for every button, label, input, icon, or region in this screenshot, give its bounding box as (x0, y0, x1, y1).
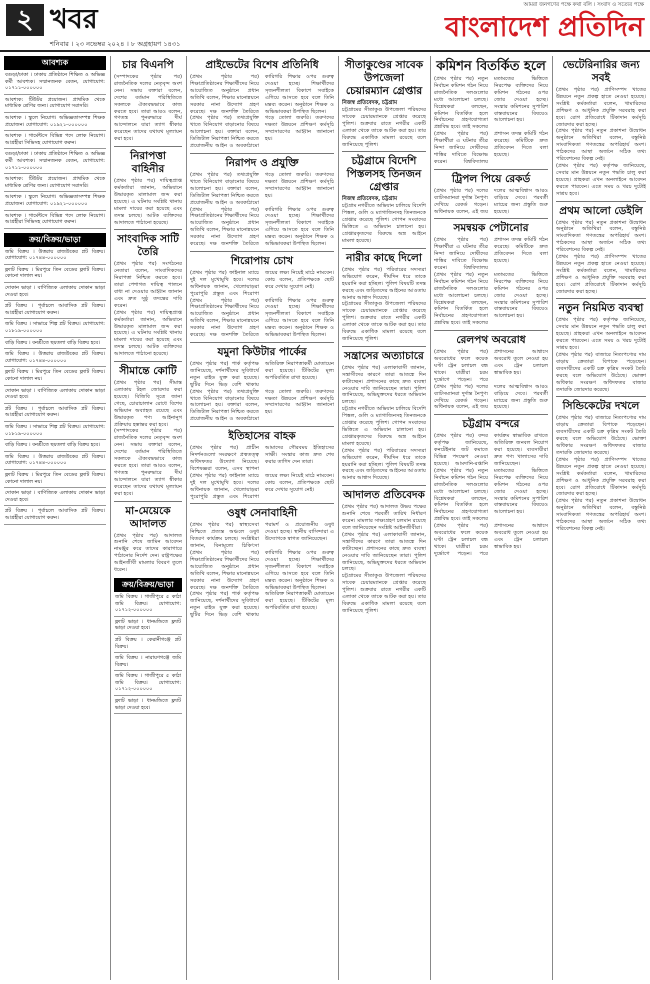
divider (114, 501, 182, 502)
headline: নতুন নিয়মিত ব্যবস্থা (558, 302, 644, 315)
article-body: (প্রথম পৃষ্ঠার পর) প্রাণিসম্পদ খাতের উন্নয়নে নতুন প্রকল্প হাতে নেওয়া হয়েছে। সংশ্লিষ্ট কর্মকর্তারা বলেন, খামারিদের প্রশিক্ষণ ও আধুনিক প্রযুক্তি সরবরাহ করা হবে। রোগ প্রতিরোধে টিকাদান কর্মসূচি জোরদার করা হচ্ছে। (556, 456, 646, 498)
article-body: চট্টগ্রাম নগরীতে অভিযান চালিয়ে বিদেশি পিস্তল, গুলি ও ম্যাগাজিনসহ তিনজনকে গ্রেপ্তার করেছে পুলিশ। গোপন সংবাদের ভিত্তিতে এ অভিযান চালানো হয়। গ্রেপ্তারকৃতদের বিরুদ্ধে অস্ত্র আইনে মামলা হয়েছে। (342, 406, 426, 447)
article-body: (প্রথম পৃষ্ঠার পর) পরিবারের সদস্যরা অভিযোগ করেন, দীর্ঘদিন ধরে তাকে হয়রানি করা হচ্ছিল। পুলিশ বিষয়টি তদন্ত করছে এবং জড়িতদের আইনের আওতায় আনার আশ্বাস দিয়েছে। (342, 447, 426, 482)
news-column-3 (190, 56, 334, 980)
article-body: (প্রথম পৃষ্ঠার পর) নতুন নির্বাচন কমিশন গঠন নিয়ে রাজনৈতিক দলগুলোর মধ্যে আলোচনা চলছে। বিশ্লেষকরা বলছেন, কমিশন বিতর্কিত হলে নির্বাচনের গ্রহণযোগ্যতা প্রশ্নবিদ্ধ হবে। তাই সকলের মতামতের ভিত্তিতে নিরপেক্ষ ব্যক্তিদের নিয়ে কমিশন গঠনের ওপর জোর দেওয়া হচ্ছে। সংস্কার কমিশনের সুপারিশ বাস্তবায়নের বিষয়েও আলোচনা হয়। (434, 76, 548, 131)
headline: প্রথম আলো ডেইলি (559, 204, 643, 217)
article-body: (প্রথম পৃষ্ঠার পর) দলের ব্যাটসম্যানরা দুর্দান্ত নৈপুণ্য দেখিয়ে রেকর্ড গড়েন। অধিনায়ক বলেন, এই জয় দলের আত্মবিশ্বাস আরও বাড়িয়ে দেবে। পরবর্তী ম্যাচের জন্য প্রস্তুতি শুরু হয়েছে। (434, 383, 548, 411)
article-body: (প্রথম পৃষ্ঠার পর) তথ্যপ্রযুক্তি খাতে বিনিয়োগ বাড়ানোর বিষয়ে আলোচনা হয়। বক্তারা বলেন, ডিজিটাল নিরাপত্তা নিশ্চিত করতে প্রয়োজনীয় আইন ও অবকাঠামো গড়ে তোলা জরুরি। তরুণদের দক্ষতা উন্নয়নে প্রশিক্ষণ কর্মসূচি সম্প্রসারণের আহ্বান জানানো হয়। (190, 171, 334, 206)
article-body: (প্রথম পৃষ্ঠার পর) এলাকাবাসী জানান, সন্ত্রাসীদের কারণে তারা আতঙ্কে দিন কাটাচ্ছেন। প্রশাসনের কাছে দ্রুত ব্যবস্থা নেওয়ার দাবি জানিয়েছেন তারা। পুলিশ জানিয়েছে, অভিযুক্তদের ধরতে অভিযান চলছে। (342, 531, 426, 573)
classified-ad: জমি বিক্রয় । গাজীপুরে ৫ কাঠা জমি বিক্রয়। যোগাযোগ: ০১৭১২-০০০০০০ (114, 671, 182, 696)
article-body: (প্রথম পৃষ্ঠার পর) কর্তৃপক্ষ জানিয়েছে, সেবার মান উন্নয়নে নতুন পদ্ধতি চালু করা হয়েছে। গ্রাহকরা এখন অনলাইনে আবেদন করতে পারবেন। এতে সময় ও খরচ দুটোই সাশ্রয় হবে। (556, 317, 646, 352)
article-body: (প্রথম পৃষ্ঠার পর) পার্ক কর্তৃপক্ষ জানিয়েছে, দর্শনার্থীদের সুবিধার্থে নতুন রাইড যুক্ত করা হয়েছে। ছুটির দিনে ভিড় বেশি থাকায় অতিরিক্ত নিরাপত্তাকর্মী মোতায়েন করা হয়েছে। টিকিটের মূল্য অপরিবর্তিত রাখা হয়েছে। (190, 361, 334, 388)
byline: নিজস্ব প্রতিবেদক, চট্টগ্রাম (342, 100, 397, 106)
article-body: চট্টগ্রামের সীতাকুণ্ড উপজেলা পরিষদের সাবেক চেয়ারম্যানকে গ্রেপ্তার করেছে পুলিশ। শুক্রবার রাতে নগরীর একটি এলাকা থেকে তাকে আটক করা হয়। তার বিরুদ্ধে একাধিক মামলা রয়েছে বলে জানিয়েছে পুলিশ। (342, 573, 426, 614)
article-body: চট্টগ্রাম নগরীতে অভিযান চালিয়ে বিদেশি পিস্তল, গুলি ও ম্যাগাজিনসহ তিনজনকে গ্রেপ্তার করেছে পুলিশ। গোপন সংবাদের ভিত্তিতে এ অভিযান চালানো হয়। গ্রেপ্তারকৃতদের বিরুদ্ধে অস্ত্র আইনে মামলা হয়েছে। (342, 203, 426, 244)
article-body: (প্রথম পৃষ্ঠার পর) অবরোধের ফলে কয়েক ঘণ্টা ট্রেন চলাচল বন্ধ থাকে। যাত্রীরা চরম দুর্ভোগে পড়েন। পরে প্রশাসনের আশ্বাসে অবরোধ তুলে নেওয়া হয় এবং ট্রেন চলাচল স্বাভাবিক হয়। (434, 523, 548, 557)
article-body: (প্রথম পৃষ্ঠার পর) শিক্ষাপ্রতিষ্ঠানের শিক্ষার্থীদের নিয়ে আয়োজিত অনুষ্ঠানে প্রধান অতিথি বলেন, শিক্ষার মানোন্নয়নে সরকার নানা উদ্যোগ গ্রহণ করেছে। দক্ষ জনশক্তি তৈরিতে কারিগরি শিক্ষার ওপর গুরুত্ব দেওয়া হচ্ছে। শিক্ষার্থীদের সৃজনশীলতা বিকাশে সবাইকে এগিয়ে আসতে হবে বলে তিনি মন্তব্য করেন। অনুষ্ঠানে শিক্ষক ও অভিভাবকরা উপস্থিত ছিলেন। (190, 206, 334, 248)
classified-heading: ক্রয়/বিক্রয়/ভাড়া (114, 578, 182, 592)
headline: শিরোপায় চোখ (230, 254, 294, 267)
article-body: (প্রথম পৃষ্ঠার পর) তথ্যপ্রযুক্তি খাতে বিনিয়োগ বাড়ানোর বিষয়ে আলোচনা হয়। বক্তারা বলেন, ডিজিটাল নিরাপত্তা নিশ্চিত করতে প্রয়োজনীয় আইন ও অবকাঠামো গড়ে তোলা জরুরি। তরুণদের দক্ষতা উন্নয়নে প্রশিক্ষণ কর্মসূচি সম্প্রসারণের আহ্বান জানানো হয়। (190, 388, 334, 423)
divider (342, 248, 426, 249)
masthead (0, 0, 650, 52)
article-body: (প্রথম পৃষ্ঠার পর) নতুন নির্বাচন কমিশন গঠন নিয়ে রাজনৈতিক দলগুলোর মধ্যে আলোচনা চলছে। বিশ্লেষকরা বলছেন, কমিশন বিতর্কিত হলে নির্বাচনের গ্রহণযোগ্যতা প্রশ্নবিদ্ধ হবে। তাই সকলের মতামতের ভিত্তিতে নিরপেক্ষ ব্যক্তিদের নিয়ে কমিশন গঠনের ওপর জোর দেওয়া হচ্ছে। সংস্কার কমিশনের সুপারিশ বাস্তবায়নের বিষয়েও আলোচনা হয়। (434, 467, 548, 523)
divider (434, 169, 548, 170)
divider (434, 414, 548, 415)
classified-ad: ফ্ল্যাট বিক্রয় । মিরপুরে তিন বেডের ফ্ল্যাট বিক্রয়। কোনো দালাল নয়। (4, 367, 106, 385)
classified-ad: ফ্ল্যাট ভাড়া । ধানমন্ডিতে ফ্ল্যাট ভাড়া দেওয়া হবে। (114, 617, 182, 635)
article-body: (প্রথম পৃষ্ঠার পর) নতুন প্রকাশনা উদ্বোধন অনুষ্ঠানে অতিথিরা বলেন, বস্তুনিষ্ঠ সাংবাদিকতা গণতন্ত্রের অপরিহার্য অংশ। পাঠকদের আস্থা অর্জনে সঠিক তথ্য পরিবেশনের বিকল্প নেই। (556, 498, 646, 532)
classifieds-column (4, 56, 106, 980)
article-body: (প্রথম পৃষ্ঠার পর) দায়িত্বপ্রাপ্ত কর্মকর্তারা জানান, অভিযানে উদ্ধারকৃত মালামাল জব্দ করা হয়েছে। এ ঘটনায় সংশ্লিষ্ট থানায় মামলা দায়ের করা হয়েছে এবং তদন্ত চলছে। আটক ব্যক্তিদের আদালতে পাঠানো হয়েছে। (114, 178, 182, 226)
headline: প্রাইভেটের বিশেষ প্রতিনিধি (205, 59, 319, 71)
classified-ad: দোকান ভাড়া । বাণিজ্যিক এলাকায় দোকান ভাড়া দেওয়া হবে। (4, 488, 106, 506)
classified-heading: আবশ্যক (4, 56, 106, 70)
classified-ad: জমি বিক্রয় । উত্তরায় রাজউকের প্লট বিক্রয়। যোগাযোগ: ০১৭৪৪-০০০০০০ (4, 349, 106, 367)
classified-ad: জমি বিক্রয় । উত্তরায় রাজউকের প্লট বিক্রয়। যোগাযোগ: ০১৭৪৪-০০০০০০ (4, 452, 106, 470)
headline: সিন্ডিকেটের দখলে (562, 400, 640, 413)
news-column-2 (114, 56, 182, 980)
article-body: (প্রথম পৃষ্ঠার পর) দলের ব্যাটসম্যানরা দুর্দান্ত নৈপুণ্য দেখিয়ে রেকর্ড গড়েন। অধিনায়ক বলেন, এই জয় দলের আত্মবিশ্বাস আরও বাড়িয়ে দেবে। পরবর্তী ম্যাচের জন্য প্রস্তুতি শুরু হয়েছে। (434, 187, 548, 215)
article-body: (প্রথম পৃষ্ঠার পর) শিক্ষাপ্রতিষ্ঠানের শিক্ষার্থীদের নিয়ে আয়োজিত অনুষ্ঠানে প্রধান অতিথি বলেন, শিক্ষার মানোন্নয়নে সরকার নানা উদ্যোগ গ্রহণ করেছে। দক্ষ জনশক্তি তৈরিতে কারিগরি শিক্ষার ওপর গুরুত্ব দেওয়া হচ্ছে। শিক্ষার্থীদের সৃজনশীলতা বিকাশে সবাইকে এগিয়ে আসতে হবে বলে তিনি মন্তব্য করেন। অনুষ্ঠানে শিক্ষক ও অভিভাবকরা উপস্থিত ছিলেন। (190, 297, 334, 339)
headline: সমন্বয়ক পেটানোর (453, 222, 529, 235)
classified-ad: আবশ্যক । গার্মেন্টসে বিভিন্ন পদে লোক নিয়োগ। আগ্রহীরা সিভিসহ যোগাযোগ করুন। (4, 131, 106, 149)
article-body: (প্রথম পৃষ্ঠার পর) পরিবারের সদস্যরা অভিযোগ করেন, দীর্ঘদিন ধরে তাকে হয়রানি করা হচ্ছিল। পুলিশ বিষয়টি তদন্ত করছে এবং জড়িতদের আইনের আওতায় আনার আশ্বাস দিয়েছে। (342, 266, 426, 301)
classified-ad: বগুড়া/ঢাকা । ঢাকায় প্রতিষ্ঠানে শিক্ষিত ও অভিজ্ঞ কর্মী আবশ্যক। সম্মানজনক বেতন, যোগাযোগ: ০১৭১১-০০০০০০ (4, 70, 106, 95)
headline: আদালত প্রতিবেদক (343, 489, 425, 502)
classified-ad: আবশ্যক । স্কুলে নিয়োগ। অভিজ্ঞতাসম্পন্ন শিক্ষক প্রয়োজন। যোগাযোগ: ০১৯২১-০০০০০০ (4, 113, 106, 131)
divider (556, 201, 646, 202)
newspaper-logo (394, 2, 644, 50)
headline: সাংবাদিক সাটি তৈরি (117, 233, 179, 259)
article-body: (প্রথম পৃষ্ঠার পর) বাজারে নিত্যপণ্যের দাম বাড়ায় ক্রেতারা বিপাকে পড়েছেন। ব্যবসায়ীদের একটি চক্র কৃত্রিম সংকট তৈরি করছে বলে অভিযোগ উঠেছে। ভোক্তা অধিকার সংরক্ষণ অধিদফতর বাজার তদারকি জোরদার করেছে। (556, 415, 646, 456)
divider (342, 151, 426, 152)
divider (114, 361, 182, 362)
news-column-5 (434, 56, 548, 980)
classified-ad: প্লট বিক্রয় । পূর্বাচলে আবাসিক প্লট বিক্রয়। আগ্রহীরা যোগাযোগ করুন। (4, 506, 106, 524)
article-body: (প্রথম পৃষ্ঠার পর) কর্তৃপক্ষ জানিয়েছে, সেবার মান উন্নয়নে নতুন পদ্ধতি চালু করা হয়েছে। গ্রাহকরা এখন অনলাইনে আবেদন করতে পারবেন। এতে সময় ও খরচ দুটোই সাশ্রয় হবে। (556, 162, 646, 197)
news-column-4 (342, 56, 426, 980)
classified-ad: জমি বিক্রয় । সাভারে শিল্প প্লট বিক্রয়। যোগাযোগ: ০১৮১৯-০০০০০০ (4, 319, 106, 337)
divider (434, 218, 548, 219)
classified-ad: দোকান ভাড়া । বাণিজ্যিক এলাকায় দোকান ভাড়া দেওয়া হবে। (4, 386, 106, 404)
article-body: চট্টগ্রামের সীতাকুণ্ড উপজেলা পরিষদের সাবেক চেয়ারম্যানকে গ্রেপ্তার করেছে পুলিশ। শুক্রবার রাতে নগরীর একটি এলাকা থেকে তাকে আটক করা হয়। তার বিরুদ্ধে একাধিক মামলা রয়েছে বলে জানিয়েছে পুলিশ। (342, 301, 426, 342)
article-body: (প্রথম পৃষ্ঠার পর) বন্দর কর্তৃপক্ষ জানিয়েছে, কনটেইনার জট কমাতে বিভিন্ন পদক্ষেপ নেওয়া হয়েছে। আমদানি-রপ্তানি কার্যক্রম স্বাভাবিক রাখতে অতিরিক্ত জনবল নিয়োগ করা হয়েছে। ব্যবসায়ীরা দ্রুত পণ্য খালাসের দাবি জানিয়েছেন। (434, 433, 548, 467)
article-body: (প্রথম পৃষ্ঠার পর) নতুন প্রকাশনা উদ্বোধন অনুষ্ঠানে অতিথিরা বলেন, বস্তুনিষ্ঠ সাংবাদিকতা গণতন্ত্রের অপরিহার্য অংশ। পাঠকদের আস্থা অর্জনে সঠিক তথ্য পরিবেশনের বিকল্প নেই। (556, 128, 646, 163)
divider (114, 146, 182, 147)
article-body: (প্রথম পৃষ্ঠার পর) দায়িত্বপ্রাপ্ত কর্মকর্তারা জানান, অভিযানে উদ্ধারকৃত মালামাল জব্দ করা হয়েছে। এ ঘটনায় সংশ্লিষ্ট থানায় মামলা দায়ের করা হয়েছে এবং তদন্ত চলছে। আটক ব্যক্তিদের আদালতে পাঠানো হয়েছে। (114, 309, 182, 358)
news-column-6 (556, 56, 646, 980)
article-body: (প্রথম পৃষ্ঠার পর) শিক্ষার্থীরা এ ঘটনার তীব্র নিন্দা জানিয়ে দোষীদের শাস্তির দাবিতে বিক্ষোভ করেন। বিশ্ববিদ্যালয় প্রশাসন তদন্ত কমিটি গঠন করেছে। কমিটিকে দ্রুত প্রতিবেদন দিতে বলা হয়েছে। (434, 131, 548, 165)
headline: নিরাপত্তা বাহিনীর (130, 150, 166, 176)
divider (190, 251, 334, 252)
headline: রেলপথ অবরোধ (456, 334, 526, 347)
headline: সীমান্তে কোটি (119, 365, 177, 378)
headline: সীতাকুণ্ডের সাবেক উপজেলা চেয়ারম্যান গ্রেপ্তার (344, 59, 424, 97)
classified-ad: জমি বিক্রয় । গাজীপুরে ৫ কাঠা জমি বিক্রয়। যোগাযোগ: ০১৭১২-০০০০০০ (114, 592, 182, 617)
classified-ad: জমি বিক্রয় । উত্তরায় রাজউকের প্লট বিক্রয়। যোগাযোগ: ০১৭৪৪-০০০০০০ (4, 247, 106, 265)
classified-ad: জমি বিক্রয় । সাভারে শিল্প প্লট বিক্রয়। যোগাযোগ: ০১৮১৯-০০০০০০ (4, 422, 106, 440)
headline: চট্টগ্রাম বন্দরে (462, 418, 520, 431)
classified-ad: জমি বিক্রয় । নারায়ণগঞ্জে জমি বিক্রয়। (114, 653, 182, 671)
divider (342, 485, 426, 486)
article-body: (প্রথম পৃষ্ঠার পর) ফাইনাল ম্যাচে দুই দল মুখোমুখি হবে। দলের অধিনায়ক জানান, খেলোয়াড়রা পুরোপুরি প্রস্তুত এবং শিরোপা জয়ের লক্ষ্য নিয়েই মাঠে নামবেন। কোচ বলেন, প্রতিপক্ষকে ছোট করে দেখার সুযোগ নেই। (190, 269, 334, 297)
article-body: (প্রথম পৃষ্ঠার পর) নতুন নির্বাচন কমিশন গঠন নিয়ে রাজনৈতিক দলগুলোর মধ্যে আলোচনা চলছে। বিশ্লেষকরা বলছেন, কমিশন বিতর্কিত হলে নির্বাচনের গ্রহণযোগ্যতা প্রশ্নবিদ্ধ হবে। তাই সকলের মতামতের ভিত্তিতে নিরপেক্ষ ব্যক্তিদের নিয়ে কমিশন গঠনের ওপর জোর দেওয়া হচ্ছে। সংস্কার কমিশনের সুপারিশ বাস্তবায়নের বিষয়েও আলোচনা হয়। (434, 271, 548, 327)
classified-ad: প্লট বিক্রয় । পূর্বাচলে আবাসিক প্লট বিক্রয়। আগ্রহীরা যোগাযোগ করুন। (4, 404, 106, 422)
classified-ad: ফ্ল্যাট ভাড়া । ধানমন্ডিতে ফ্ল্যাট ভাড়া দেওয়া হবে। (114, 696, 182, 714)
divider (434, 330, 548, 331)
column-divider (110, 56, 111, 980)
classified-ad: দোকান ভাড়া । বাণিজ্যিক এলাকায় দোকান ভাড়া দেওয়া হবে। (4, 283, 106, 301)
article-body: (প্রথম পৃষ্ঠার পর) অবরোধের ফলে কয়েক ঘণ্টা ট্রেন চলাচল বন্ধ থাকে। যাত্রীরা চরম দুর্ভোগে পড়েন। পরে প্রশাসনের আশ্বাসে অবরোধ তুলে নেওয়া হয় এবং ট্রেন চলাচল স্বাভাবিক হয়। (434, 349, 548, 383)
article-body: (প্রথম পৃষ্ঠার পর) তথ্যপ্রযুক্তি খাতে বিনিয়োগ বাড়ানোর বিষয়ে আলোচনা হয়। বক্তারা বলেন, ডিজিটাল নিরাপত্তা নিশ্চিত করতে প্রয়োজনীয় আইন ও অবকাঠামো গড়ে তোলা জরুরি। তরুণদের দক্ষতা উন্নয়নে প্রশিক্ষণ কর্মসূচি সম্প্রসারণের আহ্বান জানানো হয়। (190, 115, 334, 150)
article-body: (প্রথম পৃষ্ঠার পর) প্রাণিসম্পদ খাতের উন্নয়নে নতুন প্রকল্প হাতে নেওয়া হয়েছে। সংশ্লিষ্ট কর্মকর্তারা বলেন, খামারিদের প্রশিক্ষণ ও আধুনিক প্রযুক্তি সরবরাহ করা হবে। রোগ প্রতিরোধে টিকাদান কর্মসূচি জোরদার করা হচ্ছে। (556, 87, 646, 128)
headline: চার বিএনপি (122, 59, 174, 71)
column-divider (430, 56, 431, 980)
article-body: (সম্পাদকের পৃষ্ঠার পর) রাজনৈতিক দলের নেতৃবৃন্দ অংশ নেন। সভায় বক্তারা বলেন, দেশের বর্তমান পরিস্থিতিতে সকলকে ঐক্যবদ্ধভাবে কাজ করতে হবে। তারা আরও বলেন, গণতন্ত্র পুনরুদ্ধারে দীর্ঘ আন্দোলনে যারা ত্যাগ স্বীকার করেছেন তাদের যথাযথ মূল্যায়ন করা হবে। (114, 74, 182, 143)
divider (114, 229, 182, 230)
headline: নিরাপদ ও প্রযুক্তি (225, 156, 299, 169)
article-body: (প্রথম পৃষ্ঠার পর) আদালত শুনানি শেষে জামিন আবেদন নামঞ্জুর করে তাদের কারাগারে পাঠানোর নির্দেশ দেন। রাষ্ট্রপক্ষের আইনজীবী মামলার বিবরণ তুলে ধরেন। (114, 532, 182, 574)
classified-ad: প্লট বিক্রয় । পূর্বাচলে আবাসিক প্লট বিক্রয়। আগ্রহীরা যোগাযোগ করুন। (4, 301, 106, 319)
logo-name: বাংলাদেশ প্রতিদিন (445, 12, 644, 43)
article-body: চট্টগ্রামের সীতাকুণ্ড উপজেলা পরিষদের সাবেক চেয়ারম্যানকে গ্রেপ্তার করেছে পুলিশ। শুক্রবার রাতে নগরীর একটি এলাকা থেকে তাকে আটক করা হয়। তার বিরুদ্ধে একাধিক মামলা রয়েছে বলে জানিয়েছে পুলিশ। (342, 107, 426, 148)
dateline: শনিবার । ২৩ নভেম্বর ২০২৪ । ৮ অগ্রহায়ণ ১৪৩১ (50, 40, 181, 48)
classified-ad: আবশ্যক । গার্মেন্টসে বিভিন্ন পদে লোক নিয়োগ। আগ্রহীরা সিভিসহ যোগাযোগ করুন। (4, 211, 106, 229)
divider (556, 298, 646, 299)
article-body: (প্রথম পৃষ্ঠার পর) সীমান্ত এলাকায় টহল জোরদার করা হয়েছে। বিজিবি সূত্রে জানা গেছে, চোরাচালান রোধে বিশেষ অভিযান অব্যাহত রয়েছে এবং উদ্ধারকৃত পণ্য আইনানুগ প্রক্রিয়ায় হস্তান্তর করা হবে। (114, 380, 182, 428)
headline: ইতিহাসের বাহক (228, 430, 296, 443)
article-body: (প্রথম পৃষ্ঠার পর) সংগঠনের নেতারা বলেন, সাংবাদিকদের নিরাপত্তা নিশ্চিত করতে হবে। তারা পেশাগত দায়িত্ব পালনে বাধা না দেওয়ার আহ্বান জানান এবং দ্রুত সুষ্ঠু তদন্তের দাবি করেন। (114, 261, 182, 309)
headline: নারীর কাছে দিলো (346, 251, 422, 264)
classified-ad: ফ্ল্যাট বিক্রয় । মিরপুরে তিন বেডের ফ্ল্যাট বিক্রয়। কোনো দালাল নয়। (4, 265, 106, 283)
logo-tagline: আমরা জনগণের পক্ষে কথা বলি । সংবাদ ও সত্যের পক্ষে (523, 2, 644, 8)
article-body: (প্রথম পৃষ্ঠার পর) প্রাণিসম্পদ খাতের উন্নয়নে নতুন প্রকল্প হাতে নেওয়া হয়েছে। সংশ্লিষ্ট কর্মকর্তারা বলেন, খামারিদের প্রশিক্ষণ ও আধুনিক প্রযুক্তি সরবরাহ করা হবে। রোগ প্রতিরোধে টিকাদান কর্মসূচি জোরদার করা হচ্ছে। (556, 254, 646, 295)
article-body: (প্রথম পৃষ্ঠার পর) এলাকাবাসী জানান, সন্ত্রাসীদের কারণে তারা আতঙ্কে দিন কাটাচ্ছেন। প্রশাসনের কাছে দ্রুত ব্যবস্থা নেওয়ার দাবি জানিয়েছেন তারা। পুলিশ জানিয়েছে, অভিযুক্তদের ধরতে অভিযান চলছে। (342, 364, 426, 406)
article-body: (প্রথম পৃষ্ঠার পর) ফাইনাল ম্যাচে দুই দল মুখোমুখি হবে। দলের অধিনায়ক জানান, খেলোয়াড়রা পুরোপুরি প্রস্তুত এবং শিরোপা জয়ের লক্ষ্য নিয়েই মাঠে নামবেন। কোচ বলেন, প্রতিপক্ষকে ছোট করে দেখার সুযোগ নেই। (190, 472, 334, 500)
classified-ad: বাড়ি বিক্রয় । বনশ্রীতে ছয়তলা বাড়ি বিক্রয় হবে। (4, 440, 106, 452)
article-body: (সম্পাদকের পৃষ্ঠার পর) রাজনৈতিক দলের নেতৃবৃন্দ অংশ নেন। সভায় বক্তারা বলেন, দেশের বর্তমান পরিস্থিতিতে সকলকে ঐক্যবদ্ধভাবে কাজ করতে হবে। তারা আরও বলেন, গণতন্ত্র পুনরুদ্ধারে দীর্ঘ আন্দোলনে যারা ত্যাগ স্বীকার করেছেন তাদের যথাযথ মূল্যায়ন করা হবে। (114, 428, 182, 497)
headline: চট্টগ্রামে বিদেশি পিস্তলসহ তিনজন গ্রেপ্তার (346, 155, 422, 194)
headline: ভেটেরিনারির জন্য সবই (562, 59, 640, 84)
page-number: ২ (6, 4, 44, 36)
classified-ad: বাড়ি বিক্রয় । বনশ্রীতে ছয়তলা বাড়ি বিক্রয় হবে। (4, 338, 106, 350)
headline: ওষুধ সেনাবাহিনী (226, 507, 298, 520)
article-body: (প্রথম পৃষ্ঠার পর) পার্ক কর্তৃপক্ষ জানিয়েছে, দর্শনার্থীদের সুবিধার্থে নতুন রাইড যুক্ত করা হয়েছে। ছুটির দিনে ভিড় বেশি থাকায় অতিরিক্ত নিরাপত্তাকর্মী মোতায়েন করা হয়েছে। টিকিটের মূল্য অপরিবর্তিত রাখা হয়েছে। (190, 591, 334, 619)
section-title: খবর (50, 4, 98, 35)
classified-ad: ফ্ল্যাট বিক্রয় । মিরপুরে তিন বেডের ফ্ল্যাট বিক্রয়। কোনো দালাল নয়। (4, 470, 106, 488)
headline: মা-মেয়েকে আদালত (125, 504, 171, 530)
divider (556, 396, 646, 397)
headline: ট্রিপল পিয়ে রেকর্ড (451, 172, 531, 185)
divider (342, 346, 426, 347)
article-body: (প্রথম পৃষ্ঠার পর) শিক্ষাপ্রতিষ্ঠানের শিক্ষার্থীদের নিয়ে আয়োজিত অনুষ্ঠানে প্রধান অতিথি বলেন, শিক্ষার মানোন্নয়নে সরকার নানা উদ্যোগ গ্রহণ করেছে। দক্ষ জনশক্তি তৈরিতে কারিগরি শিক্ষার ওপর গুরুত্ব দেওয়া হচ্ছে। শিক্ষার্থীদের সৃজনশীলতা বিকাশে সবাইকে এগিয়ে আসতে হবে বলে তিনি মন্তব্য করেন। অনুষ্ঠানে শিক্ষক ও অভিভাবকরা উপস্থিত ছিলেন। (190, 74, 334, 115)
divider (190, 342, 334, 343)
classified-ad: বগুড়া/ঢাকা । ঢাকায় প্রতিষ্ঠানে শিক্ষিত ও অভিজ্ঞ কর্মী আবশ্যক। সম্মানজনক বেতন, যোগাযোগ: ০১৭১১-০০০০০০ (4, 149, 106, 174)
article-body: (প্রথম পৃষ্ঠার পর) আদালত উভয় পক্ষের শুনানি শেষে পরবর্তী তারিখ নির্ধারণ করেন। মামলার সাক্ষ্যগ্রহণ চলমান রয়েছে বলে জানিয়েছেন সংশ্লিষ্ট আইনজীবীরা। (342, 504, 426, 531)
classified-heading: ক্রয়/বিক্রয়/ভাড়া (4, 233, 106, 247)
article-body: (প্রথম পৃষ্ঠার পর) স্বাস্থ্যসেবা নিশ্চিতে প্রত্যন্ত অঞ্চলে ওষুধ বিতরণ কার্যক্রম চলছে। সংশ্লিষ্টরা জানান, বিনামূল্যে চিকিৎসা পরামর্শ ও প্রয়োজনীয় ওষুধ দেওয়া হচ্ছে। স্থানীয় বাসিন্দারা এ উদ্যোগকে স্বাগত জানিয়েছেন। (190, 522, 334, 550)
headline: যমুনা কিউটার পার্কের (217, 346, 307, 358)
classified-ad: আবশ্যক । স্কুলে নিয়োগ। অভিজ্ঞতাসম্পন্ন শিক্ষক প্রয়োজন। যোগাযোগ: ০১৯২১-০০০০০০ (4, 192, 106, 210)
article-body: (প্রথম পৃষ্ঠার পর) শিক্ষাপ্রতিষ্ঠানের শিক্ষার্থীদের নিয়ে আয়োজিত অনুষ্ঠানে প্রধান অতিথি বলেন, শিক্ষার মানোন্নয়নে সরকার নানা উদ্যোগ গ্রহণ করেছে। দক্ষ জনশক্তি তৈরিতে কারিগরি শিক্ষার ওপর গুরুত্ব দেওয়া হচ্ছে। শিক্ষার্থীদের সৃজনশীলতা বিকাশে সবাইকে এগিয়ে আসতে হবে বলে তিনি মন্তব্য করেন। অনুষ্ঠানে শিক্ষক ও অভিভাবকরা উপস্থিত ছিলেন। (190, 550, 334, 591)
column-divider (552, 56, 553, 980)
column-divider (338, 56, 339, 980)
headline: কমিশন বিতর্কিত হলে (436, 59, 546, 74)
classified-ad: আবশ্যক: টিউটর প্রয়োজন। প্রাথমিক থেকে মাধ্যমিক শ্রেণির জন্য। যোগাযোগ সরাসরি। (4, 174, 106, 192)
article-body: (প্রথম পৃষ্ঠার পর) শিক্ষার্থীরা এ ঘটনার তীব্র নিন্দা জানিয়ে দোষীদের শাস্তির দাবিতে বিক্ষোভ করেন। বিশ্ববিদ্যালয় প্রশাসন তদন্ত কমিটি গঠন করেছে। কমিটিকে দ্রুত প্রতিবেদন দিতে বলা হয়েছে। (434, 237, 548, 272)
divider (190, 426, 334, 427)
divider (190, 503, 334, 504)
article-body: (প্রথম পৃষ্ঠার পর) নতুন প্রকাশনা উদ্বোধন অনুষ্ঠানে অতিথিরা বলেন, বস্তুনিষ্ঠ সাংবাদিকতা গণতন্ত্রের অপরিহার্য অংশ। পাঠকদের আস্থা অর্জনে সঠিক তথ্য পরিবেশনের বিকল্প নেই। (556, 219, 646, 254)
classified-ad: আবশ্যক: টিউটর প্রয়োজন। প্রাথমিক থেকে মাধ্যমিক শ্রেণির জন্য। যোগাযোগ সরাসরি। (4, 95, 106, 113)
headline: সন্ত্রাসের অত্যাচারে (344, 349, 424, 362)
article-body: (প্রথম পৃষ্ঠার পর) প্রাচীন নিদর্শনগুলো সংরক্ষণে প্রত্নতত্ত্ব অধিদফতর উদ্যোগ নিয়েছে। বিশেষজ্ঞরা বলেন, এসব স্থাপনা আমাদের গৌরবময় ইতিহাসের সাক্ষী। সংস্কার কাজ দ্রুত শেষ করার তাগিদ দেন তারা। (190, 445, 334, 472)
classified-ad: প্লট বিক্রয় । কেরানীগঞ্জে প্লট বিক্রয়। (114, 635, 182, 653)
article-body: (প্রথম পৃষ্ঠার পর) বাজারে নিত্যপণ্যের দাম বাড়ায় ক্রেতারা বিপাকে পড়েছেন। ব্যবসায়ীদের একটি চক্র কৃত্রিম সংকট তৈরি করছে বলে অভিযোগ উঠেছে। ভোক্তা অধিকার সংরক্ষণ অধিদফতর বাজার তদারকি জোরদার করেছে। (556, 352, 646, 393)
byline: নিজস্ব প্রতিবেদক, চট্টগ্রাম (342, 196, 397, 203)
divider (190, 153, 334, 154)
column-divider (186, 56, 187, 980)
